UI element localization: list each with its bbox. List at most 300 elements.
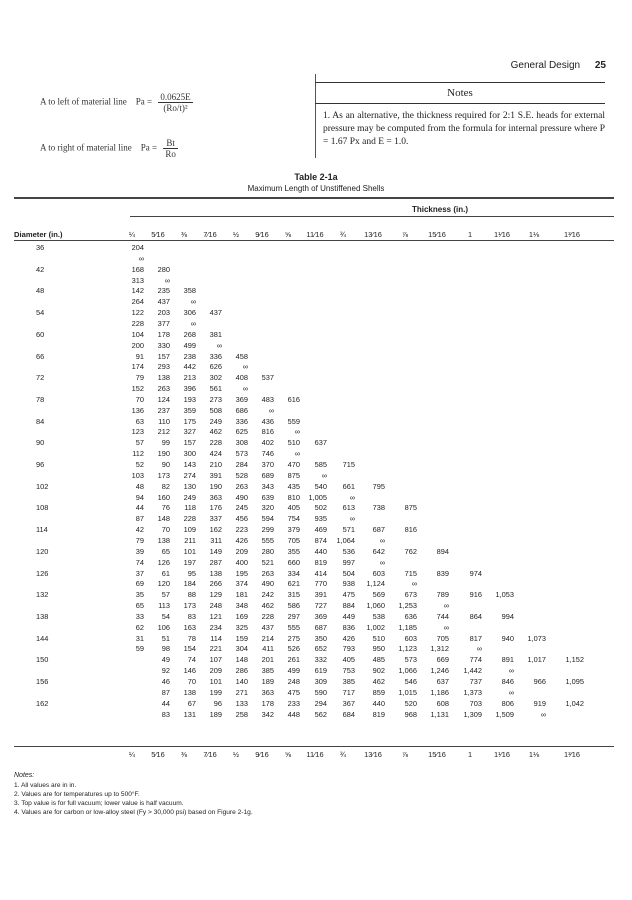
table-cell-full-vacuum: 806 — [501, 698, 514, 708]
table-cell-half-vacuum: 705 — [287, 535, 300, 545]
table-cell-full-vacuum: 61 — [161, 568, 170, 578]
table-cell-half-vacuum: 456 — [235, 514, 248, 524]
table-cell-full-vacuum: 284 — [235, 460, 248, 469]
table-cell-full-vacuum: 306 — [183, 308, 196, 318]
table-cell-full-vacuum: 302 — [209, 373, 222, 383]
column-footer: 1³⁄16 — [563, 750, 581, 759]
table-cell-half-vacuum: 1,246 — [430, 666, 449, 676]
table-cell-full-vacuum: 168 — [131, 264, 144, 274]
column-footer: ⅞ — [401, 750, 409, 759]
table-cell-full-vacuum: 343 — [261, 481, 274, 491]
table-cell-half-vacuum: 426 — [235, 535, 248, 545]
column-footer: ⅜ — [180, 750, 188, 759]
diameter-value: 90 — [36, 438, 45, 448]
table-cell-full-vacuum: 1,073 — [527, 633, 546, 643]
table-cell-half-vacuum: 816 — [261, 427, 274, 437]
notes-box — [315, 82, 605, 149]
table-cell-full-vacuum: 99 — [161, 438, 170, 448]
table-cell-full-vacuum: 249 — [209, 416, 222, 426]
table-cell-full-vacuum: 44 — [135, 503, 144, 513]
table-cell-full-vacuum: 101 — [183, 546, 196, 556]
table-cell-half-vacuum: 300 — [183, 449, 196, 459]
table-cell-full-vacuum: 405 — [287, 503, 300, 513]
table-cell-full-vacuum: 309 — [314, 677, 327, 686]
table-cell-full-vacuum: 39 — [135, 546, 144, 556]
footnote-item: 3. Top value is for full vacuum; lower value is half vacuum. — [14, 800, 184, 807]
table-cell-full-vacuum: 57 — [135, 438, 144, 448]
table-cell-full-vacuum: 299 — [261, 525, 274, 535]
table-cell-full-vacuum: 408 — [235, 373, 248, 383]
table-cell-full-vacuum: 57 — [161, 590, 170, 600]
table-subtitle: Maximum Length of Unstiffened Shells — [247, 184, 385, 193]
table-cell-half-vacuum: 87 — [161, 687, 170, 697]
table-cell-half-vacuum: ∞ — [294, 427, 300, 437]
page-number: 25 — [594, 60, 606, 71]
table-cell-half-vacuum: 819 — [314, 557, 327, 567]
column-header: ⅞ — [401, 230, 409, 239]
table-cell-full-vacuum: 79 — [135, 373, 144, 383]
table-cell-half-vacuum: 131 — [183, 709, 196, 719]
table-cell-half-vacuum: 400 — [235, 557, 248, 567]
table-cell-half-vacuum: 793 — [342, 644, 355, 654]
table-cell-half-vacuum: 337 — [209, 514, 222, 524]
table-cell-half-vacuum: ∞ — [190, 318, 196, 328]
table-cell-full-vacuum: 919 — [533, 698, 546, 708]
diameter-value: 66 — [36, 351, 45, 361]
table-cell-full-vacuum: 449 — [342, 611, 355, 621]
table-cell-full-vacuum: 46 — [161, 677, 170, 686]
table-cell-half-vacuum: 103 — [131, 470, 144, 480]
table-cell-half-vacuum: 526 — [287, 644, 300, 654]
table-cell-full-vacuum: 235 — [157, 286, 170, 296]
table-cell-full-vacuum: 414 — [314, 568, 327, 578]
table-cell-half-vacuum: 190 — [157, 449, 170, 459]
table-cell-full-vacuum: 637 — [436, 677, 449, 686]
table-cell-full-vacuum: 540 — [314, 481, 327, 491]
diameter-value: 48 — [36, 286, 45, 296]
table-cell-full-vacuum: 48 — [135, 481, 144, 491]
table-cell-half-vacuum: 98 — [161, 644, 170, 654]
table-cell-half-vacuum: 263 — [157, 384, 170, 394]
table-cell-full-vacuum: 1,053 — [495, 590, 514, 600]
formula-context: A to left of material line — [40, 96, 127, 107]
table-cell-half-vacuum: 325 — [235, 622, 248, 632]
table-cell-full-vacuum: 142 — [131, 286, 144, 296]
table-cell-half-vacuum: 234 — [209, 622, 222, 632]
table-cell-full-vacuum: 213 — [183, 373, 196, 383]
table-cell-half-vacuum: 819 — [372, 709, 385, 719]
table-cell-half-vacuum: 221 — [209, 644, 222, 654]
table-cell-half-vacuum: 836 — [342, 622, 355, 632]
table-cell-half-vacuum: 1,064 — [336, 535, 355, 545]
diameter-value: 78 — [36, 394, 45, 404]
table-cell-full-vacuum: 502 — [314, 503, 327, 513]
formula-context: A to right of material line — [40, 142, 132, 153]
column-header: 5⁄16 — [151, 230, 165, 239]
table-cell-full-vacuum: 894 — [436, 546, 449, 556]
table-cell-full-vacuum: 110 — [158, 416, 170, 426]
table-cell-half-vacuum: 200 — [131, 340, 144, 350]
table-cell-half-vacuum: 197 — [183, 557, 196, 567]
table-cell-full-vacuum: 138 — [157, 373, 170, 383]
table-cell-full-vacuum: 669 — [436, 655, 449, 665]
table-cell-full-vacuum: 228 — [261, 611, 274, 621]
table-cell-full-vacuum: 385 — [342, 677, 355, 686]
table-cell-full-vacuum: 181 — [235, 590, 248, 600]
table-cell-half-vacuum: 562 — [314, 709, 327, 719]
table-cell-half-vacuum: 92 — [161, 666, 170, 676]
table-cell-full-vacuum: 436 — [261, 416, 274, 426]
table-cell-half-vacuum: 126 — [157, 557, 170, 567]
table-cell-full-vacuum: 673 — [404, 590, 417, 600]
table-cell-full-vacuum: 96 — [213, 698, 222, 708]
table-cell-half-vacuum: 687 — [314, 622, 327, 632]
table-cell-full-vacuum: 616 — [287, 394, 300, 404]
table-cell-full-vacuum: 190 — [209, 481, 222, 491]
formula-left — [40, 92, 193, 113]
table-cell-full-vacuum: 585 — [314, 460, 327, 469]
table-cell-half-vacuum: 810 — [287, 492, 300, 502]
table-cell-half-vacuum: ∞ — [190, 297, 196, 307]
table-cell-full-vacuum: 121 — [209, 611, 222, 621]
diameter-value: 114 — [36, 525, 48, 535]
table-top-rule — [14, 197, 614, 199]
table-cell-full-vacuum: 261 — [287, 655, 300, 665]
table-cell-half-vacuum: ∞ — [268, 405, 274, 415]
diameter-value: 102 — [36, 481, 49, 491]
table-cell-full-vacuum: 762 — [404, 546, 417, 556]
table-cell-half-vacuum: 79 — [135, 535, 144, 545]
table-cell-half-vacuum: 363 — [261, 687, 274, 697]
table-cell-half-vacuum: 626 — [209, 362, 222, 372]
table-cell-full-vacuum: 737 — [469, 677, 482, 686]
table-cell-full-vacuum: 149 — [209, 546, 222, 556]
table-cell-half-vacuum: 287 — [209, 557, 222, 567]
table-cell-full-vacuum: 124 — [157, 394, 170, 404]
table-cell-full-vacuum: 603 — [372, 568, 385, 578]
table-cell-full-vacuum: 559 — [287, 416, 300, 426]
table-cell-half-vacuum: 499 — [287, 666, 300, 676]
footnotes-label: Notes: — [14, 772, 35, 779]
column-footer: ½ — [232, 750, 240, 759]
table-cell-full-vacuum: 1,152 — [565, 655, 584, 665]
table-cell-full-vacuum: 49 — [161, 655, 170, 665]
notes-text: 1. As an alternative, the thickness required for 2:1 S.E. heads for external pressure may be computed from the formula for internal pressure where P = 1.67 Px and E = 1.0. — [323, 111, 605, 147]
table-cell-half-vacuum: 160 — [157, 492, 170, 502]
column-header: 1¹⁄16 — [493, 230, 511, 239]
table-cell-half-vacuum: 311 — [210, 535, 222, 545]
table-cell-full-vacuum: 91 — [135, 351, 144, 361]
column-header: ⅝ — [284, 230, 292, 239]
diameter-value: 156 — [36, 677, 49, 686]
table-cell-full-vacuum: 816 — [404, 525, 417, 535]
table-cell-half-vacuum: 264 — [131, 297, 144, 307]
table-cell-full-vacuum: 891 — [501, 655, 514, 665]
table-cell-full-vacuum: 88 — [187, 590, 196, 600]
table-cell-half-vacuum: 237 — [157, 405, 170, 415]
table-cell-half-vacuum: 1,066 — [398, 666, 417, 676]
table-cell-full-vacuum: 475 — [342, 590, 355, 600]
thickness-rule — [130, 216, 614, 217]
formula-lhs: Pa = — [135, 96, 153, 107]
table-cell-half-vacuum: 123 — [131, 427, 144, 437]
table-cell-full-vacuum: 294 — [314, 698, 327, 708]
table-cell-half-vacuum: ∞ — [379, 535, 385, 545]
table-cell-half-vacuum: 228 — [131, 318, 144, 328]
table-cell-full-vacuum: 636 — [404, 611, 417, 621]
column-header: 1³⁄16 — [563, 230, 581, 239]
table-cell-half-vacuum: 69 — [135, 579, 144, 589]
table-cell-full-vacuum: 65 — [161, 546, 170, 556]
table-cell-full-vacuum: 520 — [404, 698, 417, 708]
table-cell-half-vacuum: 884 — [342, 601, 355, 611]
column-footer: 1 — [467, 750, 473, 759]
table-cell-full-vacuum: 118 — [184, 503, 196, 513]
table-cell-full-vacuum: 148 — [235, 655, 248, 665]
table-cell-half-vacuum: ∞ — [164, 275, 170, 285]
table-cell-half-vacuum: 619 — [314, 666, 327, 676]
table-cell-full-vacuum: 332 — [314, 655, 327, 665]
table-cell-full-vacuum: 233 — [287, 698, 300, 708]
table-cell-half-vacuum: 448 — [287, 709, 300, 719]
table-cell-half-vacuum: 717 — [342, 687, 355, 697]
table-cell-half-vacuum: ∞ — [294, 449, 300, 459]
table-cell-full-vacuum: 774 — [469, 655, 482, 665]
table-cell-half-vacuum: 1,185 — [398, 622, 417, 632]
table-cell-half-vacuum: ∞ — [349, 492, 355, 502]
table-cell-full-vacuum: 839 — [436, 568, 449, 578]
table-cell-full-vacuum: 275 — [287, 633, 300, 643]
table-cell-full-vacuum: 483 — [261, 394, 274, 404]
table-cell-half-vacuum: 138 — [183, 687, 196, 697]
table-cell-full-vacuum: 31 — [135, 633, 144, 643]
column-footer: ¼ — [128, 750, 136, 759]
table-cell-half-vacuum: 686 — [235, 405, 248, 415]
table-cell-half-vacuum: 113 — [158, 601, 170, 611]
table-cell-full-vacuum: 687 — [372, 525, 385, 535]
diameter-value: 42 — [36, 264, 45, 274]
table-cell-half-vacuum: 1,442 — [463, 666, 482, 676]
table-cell-full-vacuum: 54 — [161, 611, 170, 621]
diameter-value: 108 — [36, 503, 49, 513]
diameter-value: 36 — [36, 243, 45, 252]
table-cell-full-vacuum: 176 — [209, 503, 222, 513]
table-cell-half-vacuum: 228 — [183, 514, 196, 524]
table-cell-full-vacuum: 70 — [135, 394, 144, 404]
column-header: 1⅛ — [528, 230, 540, 239]
table-cell-half-vacuum: ∞ — [349, 514, 355, 524]
table-cell-half-vacuum: 874 — [314, 535, 327, 545]
table-cell-half-vacuum: ∞ — [242, 362, 248, 372]
table-cell-half-vacuum: ∞ — [242, 384, 248, 394]
table-cell-half-vacuum: 660 — [287, 557, 300, 567]
table-cell-half-vacuum: ∞ — [443, 622, 449, 632]
table-cell-full-vacuum: 440 — [314, 546, 327, 556]
diameter-value: 162 — [36, 698, 49, 708]
column-footer: 15⁄16 — [428, 750, 446, 759]
table-cell-half-vacuum: 173 — [157, 470, 170, 480]
table-cell-full-vacuum: 391 — [314, 590, 327, 600]
column-footer: 1⅛ — [528, 750, 540, 759]
table-cell-half-vacuum: 136 — [131, 405, 144, 415]
table-cell-half-vacuum: 184 — [183, 579, 196, 589]
table-cell-full-vacuum: 114 — [210, 633, 222, 643]
table-cell-half-vacuum: 1,060 — [366, 601, 385, 611]
table-cell-half-vacuum: 573 — [235, 449, 248, 459]
table-cell-half-vacuum: 74 — [135, 557, 144, 567]
table-cell-full-vacuum: 203 — [157, 308, 170, 318]
table-cell-full-vacuum: 355 — [287, 546, 300, 556]
table-cell-half-vacuum: 363 — [209, 492, 222, 502]
table-cell-full-vacuum: 83 — [187, 611, 196, 621]
table-cell-half-vacuum: 746 — [261, 449, 274, 459]
table-cell-half-vacuum: 490 — [235, 492, 248, 502]
table-cell-full-vacuum: 140 — [235, 677, 248, 686]
table-cell-full-vacuum: 367 — [342, 698, 355, 708]
column-header: 11⁄16 — [306, 230, 324, 239]
table-cell-full-vacuum: 538 — [372, 611, 385, 621]
table-cell-half-vacuum: 330 — [157, 340, 170, 350]
table-cell-half-vacuum: 499 — [183, 340, 196, 350]
table-cell-half-vacuum: 1,509 — [495, 709, 514, 719]
table-cell-half-vacuum: 528 — [235, 470, 248, 480]
formula-numerator: Bt — [163, 138, 178, 149]
diameter-value: 144 — [36, 633, 49, 643]
table-cell-full-vacuum: 42 — [135, 525, 144, 535]
table-cell-full-vacuum: 537 — [261, 373, 274, 383]
table-cell-full-vacuum: 510 — [287, 438, 300, 448]
table-cell-full-vacuum: 228 — [209, 438, 222, 448]
table-cell-half-vacuum: 348 — [235, 601, 248, 611]
table-cell-half-vacuum: 199 — [209, 687, 222, 697]
formula-fraction — [163, 138, 178, 159]
table-cell-half-vacuum: 555 — [287, 622, 300, 632]
formula-fraction — [158, 92, 192, 113]
table-cell-half-vacuum: 727 — [314, 601, 327, 611]
formula-denominator: (Ro/t)² — [163, 103, 188, 113]
column-header: 1 — [467, 230, 473, 239]
table-cell-half-vacuum: 152 — [131, 384, 144, 394]
table-cell-full-vacuum: 143 — [183, 460, 196, 469]
column-header: 15⁄16 — [428, 230, 446, 239]
table-cell-full-vacuum: 169 — [235, 611, 248, 621]
table-cell-full-vacuum: 994 — [501, 611, 514, 621]
table-cell-full-vacuum: 603 — [404, 633, 417, 643]
column-header: ½ — [232, 230, 240, 239]
table-cell-full-vacuum: 178 — [261, 698, 274, 708]
table-cell-full-vacuum: 157 — [183, 438, 196, 448]
table-cell-half-vacuum: 173 — [183, 601, 196, 611]
table-cell-half-vacuum: 59 — [135, 644, 144, 654]
table-cell-half-vacuum: 120 — [157, 579, 170, 589]
table-cell-full-vacuum: 546 — [404, 677, 417, 686]
table-cell-full-vacuum: 109 — [183, 525, 196, 535]
table-cell-half-vacuum: 286 — [235, 666, 248, 676]
table-cell-full-vacuum: 715 — [342, 460, 355, 469]
notes-title: Notes — [315, 82, 605, 104]
table-cell-full-vacuum: 104 — [131, 329, 144, 339]
page-header — [511, 60, 606, 71]
table-cell-full-vacuum: 195 — [235, 568, 248, 578]
section-title: General Design — [510, 60, 581, 71]
table-cell-full-vacuum: 608 — [436, 698, 449, 708]
table-cell-full-vacuum: 440 — [372, 698, 385, 708]
table-cell-half-vacuum: 112 — [132, 449, 144, 459]
footnote-item: 4. Values are for carbon or low-alloy steel (Fy > 30,000 psi) based on Figure 2-1g. — [14, 809, 253, 816]
table-cell-half-vacuum: 462 — [261, 601, 274, 611]
table-cell-full-vacuum: 571 — [342, 525, 355, 535]
table-cell-half-vacuum: ∞ — [321, 470, 327, 480]
table-cell-full-vacuum: 789 — [436, 590, 449, 600]
table-cell-half-vacuum: 754 — [287, 514, 300, 524]
table-cell-half-vacuum: 266 — [209, 579, 222, 589]
table-cell-half-vacuum: 211 — [184, 535, 196, 545]
table-cell-full-vacuum: 74 — [187, 655, 196, 665]
table-cell-half-vacuum: 490 — [261, 579, 274, 589]
table-cell-half-vacuum: 950 — [372, 644, 385, 654]
table-cell-full-vacuum: 273 — [209, 394, 222, 404]
column-header: 13⁄16 — [364, 230, 382, 239]
table-cell-half-vacuum: 462 — [209, 427, 222, 437]
table-cell-full-vacuum: 44 — [161, 698, 170, 708]
table-cell-half-vacuum: ∞ — [540, 709, 546, 719]
table-cell-half-vacuum: 327 — [183, 427, 196, 437]
table-cell-full-vacuum: 107 — [209, 655, 222, 665]
table-cell-half-vacuum: 625 — [235, 427, 248, 437]
table-cell-half-vacuum: ∞ — [476, 644, 482, 654]
table-cell-full-vacuum: 133 — [235, 698, 248, 708]
table-cell-full-vacuum: 661 — [342, 481, 355, 491]
table-cell-full-vacuum: 358 — [183, 286, 196, 296]
table-cell-full-vacuum: 178 — [157, 329, 170, 339]
table-cell-half-vacuum: 148 — [157, 514, 170, 524]
table-cell-half-vacuum: 935 — [314, 514, 327, 524]
table-cell-full-vacuum: 223 — [235, 525, 248, 535]
table-cell-full-vacuum: 738 — [372, 503, 385, 513]
table-cell-full-vacuum: 744 — [436, 611, 449, 621]
formula-right — [40, 138, 178, 159]
table-cell-half-vacuum: 146 — [183, 666, 196, 676]
table-cell-half-vacuum: 62 — [135, 622, 144, 632]
diameter-value: 72 — [36, 373, 45, 383]
table-cell-half-vacuum: 212 — [157, 427, 170, 437]
table-cell-half-vacuum: 87 — [135, 514, 144, 524]
table-cell-half-vacuum: 377 — [157, 318, 170, 328]
table-cell-half-vacuum: 689 — [261, 470, 274, 480]
table-cell-half-vacuum: 902 — [372, 666, 385, 676]
table-cell-full-vacuum: 1,095 — [565, 677, 584, 686]
table-cell-full-vacuum: 637 — [314, 438, 327, 448]
column-header: 9⁄16 — [255, 230, 269, 239]
table-cell-full-vacuum: 569 — [372, 590, 385, 600]
table-cell-full-vacuum: 437 — [209, 308, 222, 318]
table-cell-full-vacuum: 504 — [342, 568, 355, 578]
table-cell-half-vacuum: 1,015 — [398, 687, 417, 697]
table-cell-half-vacuum: ∞ — [508, 687, 514, 697]
table-cell-full-vacuum: 280 — [261, 546, 274, 556]
footnote-item: 2. Values are for temperatures up to 500°F. — [14, 791, 140, 798]
column-footer: 5⁄16 — [151, 750, 165, 759]
table-cell-full-vacuum: 974 — [469, 568, 482, 578]
table-cell-full-vacuum: 95 — [187, 568, 196, 578]
table-cell-full-vacuum: 369 — [235, 394, 248, 404]
diameter-value: 84 — [36, 416, 45, 426]
table-cell-half-vacuum: 590 — [314, 687, 327, 697]
formula-denominator: Ro — [165, 149, 176, 159]
column-footer: ⅝ — [284, 750, 292, 759]
table-cell-half-vacuum: 174 — [131, 362, 144, 372]
table-cell-full-vacuum: 189 — [261, 677, 274, 686]
